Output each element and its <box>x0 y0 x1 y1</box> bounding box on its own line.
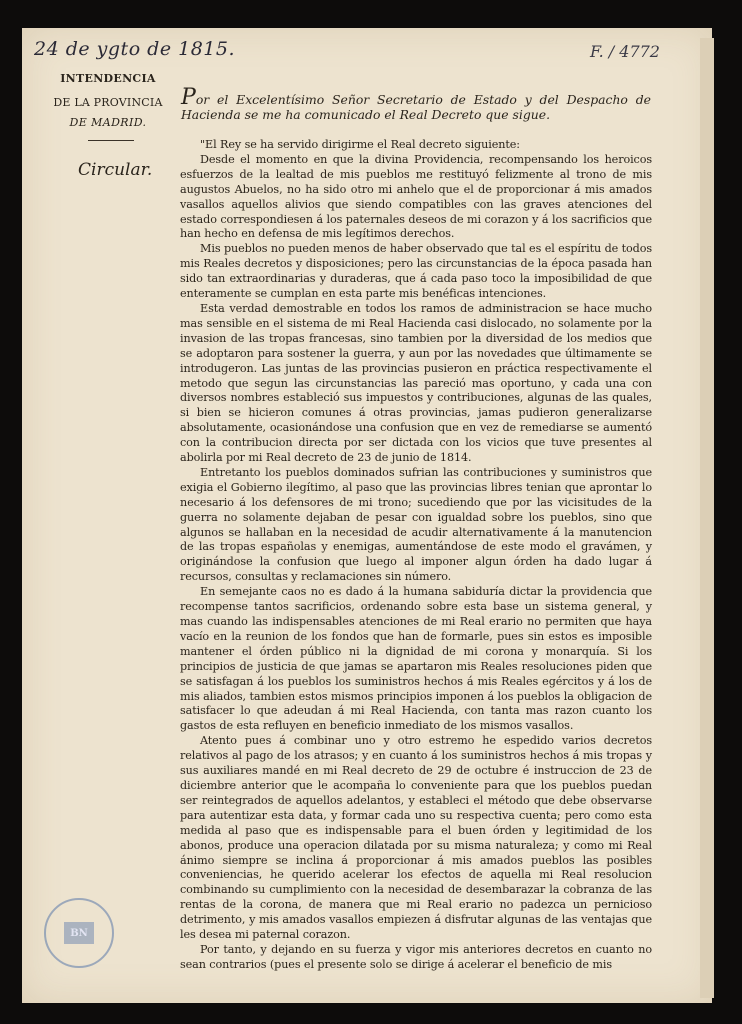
header-rule <box>88 140 134 141</box>
header-madrid: DE MADRID. <box>69 116 147 129</box>
page-edge <box>700 38 714 998</box>
paragraph: Mis pueblos no pueden menos de haber observado que tal es el espíritu de todos mis Reales decretos y disposiciones; pero las circunstancias de la época pasada han sido tan extraordinarias y duraderas, que á cada paso toco la imposibilidad de que enteramente se cumplan en esta parte mis benéficas intenciones. <box>180 242 652 301</box>
intro-paragraph <box>181 85 651 122</box>
paragraph: En semejante caos no es dado á la humana sabiduría dictar la providencia que recompense tantos sacrificios, ordenando sobre esta base un sistema general, y mas cuando las indispensables atenciones de mi Real erario no permiten que haya vacío en la reunion de los fondos que han de formarle, pues sin estos es imposible mantener el órden público ni la dignidad de mi corona y monarquía. Si los principios de justicia de que jamas se apartaron mis Reales resoluciones piden que se satisfagan á los pueblos los suministros hechos á mis Reales egércitos y á los de mis aliados, tambien estos mismos principios imponen á los pueblos la obligacion de satisfacer lo que adeudan á mi Real Hacienda, con tanta mas razon cuanto los gastos de esta refluyen en beneficio inmediato de los mismos vasallos. <box>180 585 652 733</box>
circular-label: Circular. <box>78 160 153 180</box>
decree-body <box>180 138 652 973</box>
paragraph: Por tanto, y dejando en su fuerza y vigor mis anteriores decretos en cuanto no sean contrarios (pues el presente solo se dirige á acelerar el beneficio de mis <box>180 942 652 971</box>
handwritten-date-note: 24 de ygto de 1815. <box>34 38 236 60</box>
handwritten-shelf-mark: F. / 4772 <box>590 42 660 61</box>
library-stamp <box>44 898 114 968</box>
paragraph: Desde el momento en que la divina Providencia, recompensando los heroicos esfuerzos de la lealtad de mis pueblos me restituyó felizmente al trono de mis augustos Abuelos, no ha sido otro mi anhelo que el de proporcionar á mis amados vasallos aquellos alivios que siendo compatibles con las graves atenciones del estado correspondiesen á los paternales deseos de mi corazon y á los sacrificios que han hecho en defensa de mis legítimos derechos. <box>180 152 652 241</box>
paragraph: Esta verdad demostrable en todos los ramos de administracion se hace mucho mas sensible en el sistema de mi Real Hacienda casi dislocado, no solamente por la invasion de las tropas francesas, sino tambien por la diversidad de los medios que se adoptaron para sostener la guerra, y aun por las novedades que últimamente se introdugeron. Las juntas de las provincias pusieron en práctica respectivamente el metodo que segun las circunstancias las pareció mas oportuno, y cada una con diversos nombres estableció sus impuestos y contribuciones, algunas de las quales, si bien se hicieron comunes á otras provincias, jamas pudieron generalizarse absolutamente, ocasionándose una confusion que en vez de remediarse se aumentó con la contribucion directa por ser dictada con los vicios que tuve presentes al abolirla por mi Real decreto de 23 de junio de 1814. <box>180 301 652 465</box>
paragraph: "El Rey se ha servido dirigirme el Real decreto siguiente: <box>200 138 520 151</box>
header-provincia: DE LA PROVINCIA <box>53 96 163 109</box>
paragraph: Atento pues á combinar uno y otro estremo he espedido varios decretos relativos al pago de los atrasos; y en cuanto á los suministros hechos á mis tropas y sus auxiliares mandé en mi Real decreto de 29 de octubre é instruccion de 23 de diciembre anterior que le acompaña lo conveniente para que los pueblos puedan ser reintegrados de aquellos adelantos, y estableci el método que debe observarse para autentizar esta data, y formar cada uno su respectiva cuenta; pero como esta medida al paso que es indispensable para el buen órden y legitimidad de los abonos, produce una operacion dilatada por su misma naturaleza; y como mi Real ánimo siempre se inclina á proporcionar á mis amados pueblos las posibles conveniencias, he querido acelerar los efectos de aquella mi Real resolucion combinando su cumplimiento con la necesidad de desembarazar la cobranza de las rentas de la corona, de manera que mi Real erario no padezca un pernicioso detrimento, y mis amados vasallos empiezen á disfrutar algunas de las ventajas que les desea mi paternal corazon. <box>180 734 652 942</box>
intro-dropcap: P <box>181 85 196 110</box>
paragraph: Entretanto los pueblos dominados sufrian las contribuciones y suministros que exigia el Gobierno ilegítimo, al paso que las provincias libres tenian que aprontar lo necesario á los defensores de mi trono; sucediendo que por las vicisitudes de la guerra no solamente dejaban de pesar con igualdad sobre los pueblos, sino que algunos se hallaban en la necesidad de acudir alternativamente á la manutencion de las tropas españolas y enemigas, aumentándose de este modo el gravámen, y originándose la confusion que luego al imponer algun órden ha dado lugar á recursos, consultas y reclamaciones sin número. <box>180 465 652 584</box>
header-intendencia: INTENDENCIA <box>60 72 156 85</box>
intro-text: or el Excelentísimo Señor Secretario de Estado y del Despacho de Hacienda se me ha comunicado el Real Decreto que sigue. <box>181 92 651 122</box>
library-stamp-mark: BN <box>64 922 94 944</box>
